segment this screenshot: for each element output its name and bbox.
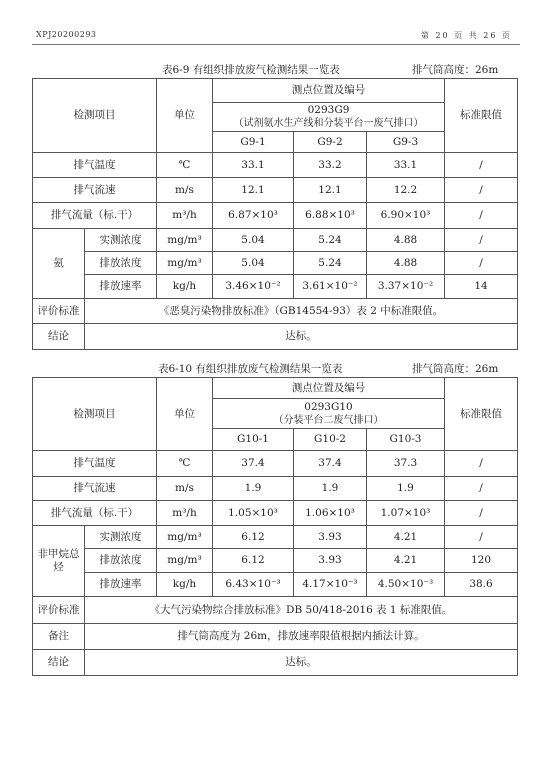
cell-value: 6.12 — [213, 549, 294, 573]
row-label: 排气温度 — [33, 451, 157, 477]
cell-limit: / — [445, 252, 518, 275]
table-row — [33, 299, 518, 324]
doc-number: XPJ20200293 — [36, 30, 97, 39]
footer-label: 评价标准 — [33, 299, 85, 324]
row-unit: kg/h — [157, 573, 213, 597]
cell-value: 37.4 — [294, 451, 367, 477]
table-row — [33, 252, 518, 275]
table-row — [33, 650, 518, 676]
table-row — [33, 451, 518, 477]
footer-label: 结论 — [33, 650, 85, 676]
row-label: 排气流速 — [33, 178, 157, 203]
cell-value: 12.2 — [367, 178, 445, 203]
cell-value: 3.61×10⁻² — [294, 275, 367, 299]
sample-id: G10-2 — [294, 429, 367, 451]
cell-value: 1.9 — [367, 477, 445, 501]
cell-limit: / — [445, 203, 518, 229]
row-label: 排放浓度 — [85, 549, 157, 573]
cell-value: 1.9 — [213, 477, 294, 501]
cell-limit: / — [445, 526, 518, 549]
cell-value: 12.1 — [294, 178, 367, 203]
table-row — [33, 324, 518, 350]
point-description: （分装平台二废气排口） — [273, 414, 384, 426]
cell-value: 1.05×10³ — [213, 501, 294, 526]
table-row — [33, 624, 518, 650]
header-rule — [32, 44, 520, 45]
pollutant-name: 氨 — [33, 229, 85, 299]
cell-value: 5.24 — [294, 252, 367, 275]
cell-limit: / — [445, 153, 518, 178]
emission-table-6-9 — [32, 78, 518, 350]
footer-text: 达标。 — [85, 324, 518, 350]
table-title: 表6-10 有组织排放废气检测结果一览表 — [158, 363, 343, 375]
point-description: （试剂氨水生产线和分装平台一废气排口） — [233, 118, 424, 129]
footer-label: 备注 — [33, 624, 85, 650]
row-unit: mg/m³ — [157, 526, 213, 549]
row-label: 排气流速 — [33, 477, 157, 501]
row-unit: m/s — [157, 477, 213, 501]
row-label: 排放速率 — [85, 573, 157, 597]
row-label: 实测浓度 — [85, 229, 157, 252]
header-location: 测点位置及编号 — [213, 378, 445, 399]
row-unit: m³/h — [157, 501, 213, 526]
table-row — [33, 501, 518, 526]
table-row — [33, 275, 518, 299]
point-id: 0293G10 — [304, 400, 353, 413]
footer-text: 达标。 — [85, 650, 518, 676]
row-label: 排气流量（标.干） — [33, 501, 157, 526]
cell-limit: 120 — [445, 549, 518, 573]
pollutant-name: 非甲烷总烃 — [33, 526, 85, 597]
cell-limit: / — [445, 451, 518, 477]
cell-value: 3.46×10⁻² — [213, 275, 294, 299]
page-info: 第 20 页 共 26 页 — [420, 31, 512, 40]
cell-value: 4.21 — [367, 526, 445, 549]
header-unit: 单位 — [157, 378, 213, 451]
row-label: 排放浓度 — [85, 252, 157, 275]
table-row — [33, 178, 518, 203]
cell-value: 6.87×10³ — [213, 203, 294, 229]
footer-text: 《大气污染物综合排放标准》DB 50/418-2016 表 1 标准限值。 — [85, 597, 518, 624]
header-point — [213, 399, 445, 429]
cell-value: 33.1 — [367, 153, 445, 178]
header-unit: 单位 — [157, 79, 213, 153]
row-unit: mg/m³ — [157, 229, 213, 252]
sample-id: G9-1 — [213, 132, 294, 153]
cell-limit: 14 — [445, 275, 518, 299]
cell-value: 5.04 — [213, 229, 294, 252]
cell-value: 4.88 — [367, 229, 445, 252]
header-point — [213, 103, 445, 132]
cell-value: 6.90×10³ — [367, 203, 445, 229]
cell-value: 37.3 — [367, 451, 445, 477]
sample-id: G10-1 — [213, 429, 294, 451]
cell-limit: / — [445, 178, 518, 203]
cell-value: 3.93 — [294, 549, 367, 573]
cell-value: 4.88 — [367, 252, 445, 275]
row-label: 实测浓度 — [85, 526, 157, 549]
cell-value: 1.07×10³ — [367, 501, 445, 526]
cell-value: 6.12 — [213, 526, 294, 549]
row-unit: ℃ — [157, 451, 213, 477]
footer-label: 结论 — [33, 324, 85, 350]
table-row — [33, 573, 518, 597]
footer-text: 排气筒高度为 26m，排放速率限值根据内插法计算。 — [85, 624, 518, 650]
row-unit: mg/m³ — [157, 252, 213, 275]
sample-id: G10-3 — [367, 429, 445, 451]
table-row — [33, 549, 518, 573]
cell-value: 3.37×10⁻² — [367, 275, 445, 299]
stack-height: 排气筒高度：26m — [412, 363, 499, 375]
cell-limit: 38.6 — [445, 573, 518, 597]
header-limit: 标准限值 — [445, 378, 518, 451]
row-unit: kg/h — [157, 275, 213, 299]
cell-value: 37.4 — [213, 451, 294, 477]
cell-value: 6.43×10⁻³ — [213, 573, 294, 597]
cell-value: 5.24 — [294, 229, 367, 252]
row-unit: m/s — [157, 178, 213, 203]
table-row — [33, 229, 518, 252]
cell-limit: / — [445, 229, 518, 252]
emission-table-6-10 — [32, 377, 518, 676]
table-row — [33, 597, 518, 624]
cell-value: 3.93 — [294, 526, 367, 549]
row-label: 排放速率 — [85, 275, 157, 299]
cell-limit: / — [445, 477, 518, 501]
footer-label: 评价标准 — [33, 597, 85, 624]
cell-value: 1.9 — [294, 477, 367, 501]
cell-value: 6.88×10³ — [294, 203, 367, 229]
row-unit: ℃ — [157, 153, 213, 178]
cell-value: 12.1 — [213, 178, 294, 203]
point-id: 0293G9 — [307, 104, 350, 116]
cell-value: 33.1 — [213, 153, 294, 178]
row-label: 排气流量（标.干） — [33, 203, 157, 229]
sample-id: G9-2 — [294, 132, 367, 153]
cell-value: 1.06×10³ — [294, 501, 367, 526]
row-unit: m³/h — [157, 203, 213, 229]
header-limit: 标准限值 — [445, 79, 518, 153]
stack-height: 排气筒高度：26m — [412, 64, 499, 76]
cell-value: 4.17×10⁻³ — [294, 573, 367, 597]
table-row — [33, 153, 518, 178]
footer-text: 《恶臭污染物排放标准》（GB14554-93）表 2 中标准限值。 — [85, 299, 518, 324]
table-title: 表6-9 有组织排放废气检测结果一览表 — [162, 64, 340, 76]
row-unit: mg/m³ — [157, 549, 213, 573]
table-row — [33, 526, 518, 549]
cell-value: 4.50×10⁻³ — [367, 573, 445, 597]
cell-value: 4.21 — [367, 549, 445, 573]
header-item: 检测项目 — [33, 378, 157, 451]
cell-limit: / — [445, 501, 518, 526]
header-item: 检测项目 — [33, 79, 157, 153]
table-row — [33, 477, 518, 501]
header-location: 测点位置及编号 — [213, 79, 445, 103]
row-label: 排气温度 — [33, 153, 157, 178]
cell-value: 33.2 — [294, 153, 367, 178]
table-row — [33, 203, 518, 229]
cell-value: 5.04 — [213, 252, 294, 275]
sample-id: G9-3 — [367, 132, 445, 153]
